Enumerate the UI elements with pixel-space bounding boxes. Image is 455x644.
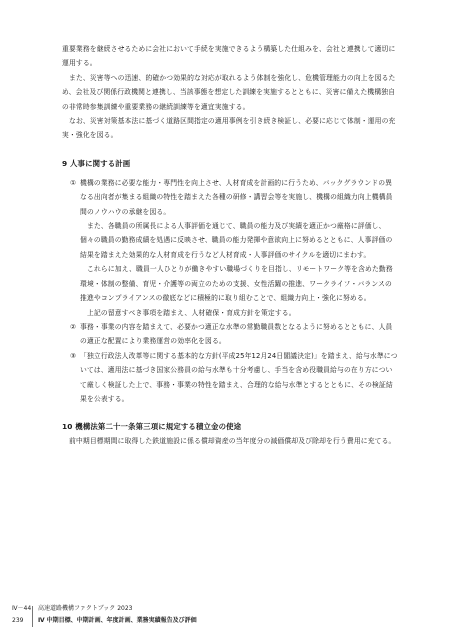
section-9-item-2 (62, 320, 398, 349)
book-title: 高速道路機構ファクトブック 2023 (38, 605, 133, 612)
item-paragraph: 上記の留意すべき事項を踏まえ、人材確保・育成方針を策定する。 (87, 308, 296, 317)
intro-paragraph-1: 重要業務を継続させるために会社において手続を実施できるよう構築した仕組みを、会社と連携して適切に運用する。 (62, 45, 396, 68)
page-number: 239 (12, 617, 24, 624)
section-10-heading: 10 機構法第二十一条第三項に規定する積立金の使途 (62, 422, 242, 432)
section-9-heading: 9 人事に関する計画 (62, 158, 131, 168)
item-marker: ① (70, 178, 77, 187)
section-9-item-3 (62, 349, 398, 407)
footer-divider (32, 606, 33, 627)
item-marker: ② (70, 322, 77, 331)
intro-paragraph-2: また、災害等への迅速、的確かつ効果的な対応が取れるよう体制を強化し、危機管理能力の向上を図るため、会社及び関係行政機関と連携し、当該事態を想定した訓練を実施するとともに、災害に備えた機構独自の非常時参集訓練や重要業務の継続訓練等を適宜実施する。 (62, 73, 396, 111)
item-paragraph: 「独立行政法人改革等に関する基本的な方針(平成25年12月24日閣議決定)」を踏まえ、給与水準については、適用法に基づき国家公務員の給与水準も十分考慮し、手当を含め役職員給与の在り方について厳しく検証した上で、事務・事業の特性を踏まえ、合理的な給与水準とするとともに、その検証結果を公表する。 (80, 351, 398, 403)
chapter-title: Ⅳ 中期目標、中期計画、年度計画、業務実績報告及び評価 (38, 617, 197, 624)
item-paragraph: また、各職員の所属長による人事評価を通じて、職員の能力及び実績を適正かつ厳格に評価し、個々の職員の勤務成績を処遇に反映させ、職員の能力発揮や意欲向上に努めるとともに、人事評価の結果を踏まえた効果的な人材育成を行うなど人材育成・人事評価のサイクルを適切にまわす。 (80, 222, 393, 259)
intro-paragraph-3: なお、災害対策基本法に基づく道路区間指定の適用事例を引き続き検証し、必要に応じて体制・運用の充実・強化を図る。 (62, 117, 396, 140)
item-paragraph: 機構の業務に必要な能力・専門性を向上させ、人材育成を計画的に行うため、バックグラウンドの異なる出向者が集まる組織の特性を踏まえた各種の研修・講習会等を実施し、機構の組織力向上機構員間のノウハウの承継を図る。 (80, 178, 393, 216)
item-paragraph: これらに加え、職員一人ひとりが働きやすい職場づくりを目指し、リモートワーク等を含めた勤務環境・体制の整備、育児・介護等の両立のための支援、女性活躍の推進、ワークライフ・バランスの推進やコンプライアンスの徹底などに積極的に取り組むことで、組織力向上・強化に努める。 (80, 265, 393, 303)
chapter-page-number: Ⅳ－44 (12, 605, 32, 612)
section-10-paragraph: 前中期目標期間に取得した鉄道施設に係る償却資産の当年度分の減価償却及び除却を行う費用に充てる。 (69, 437, 396, 446)
item-marker: ③ (70, 351, 77, 360)
item-paragraph: 事務・事業の内容を踏まえて、必要かつ適正な水準の常勤職員数となるように努めるとともに、人員の適正な配置により業務運営の効率化を図る。 (80, 322, 393, 346)
body-text (62, 42, 398, 449)
section-9-item-1 (62, 176, 398, 320)
